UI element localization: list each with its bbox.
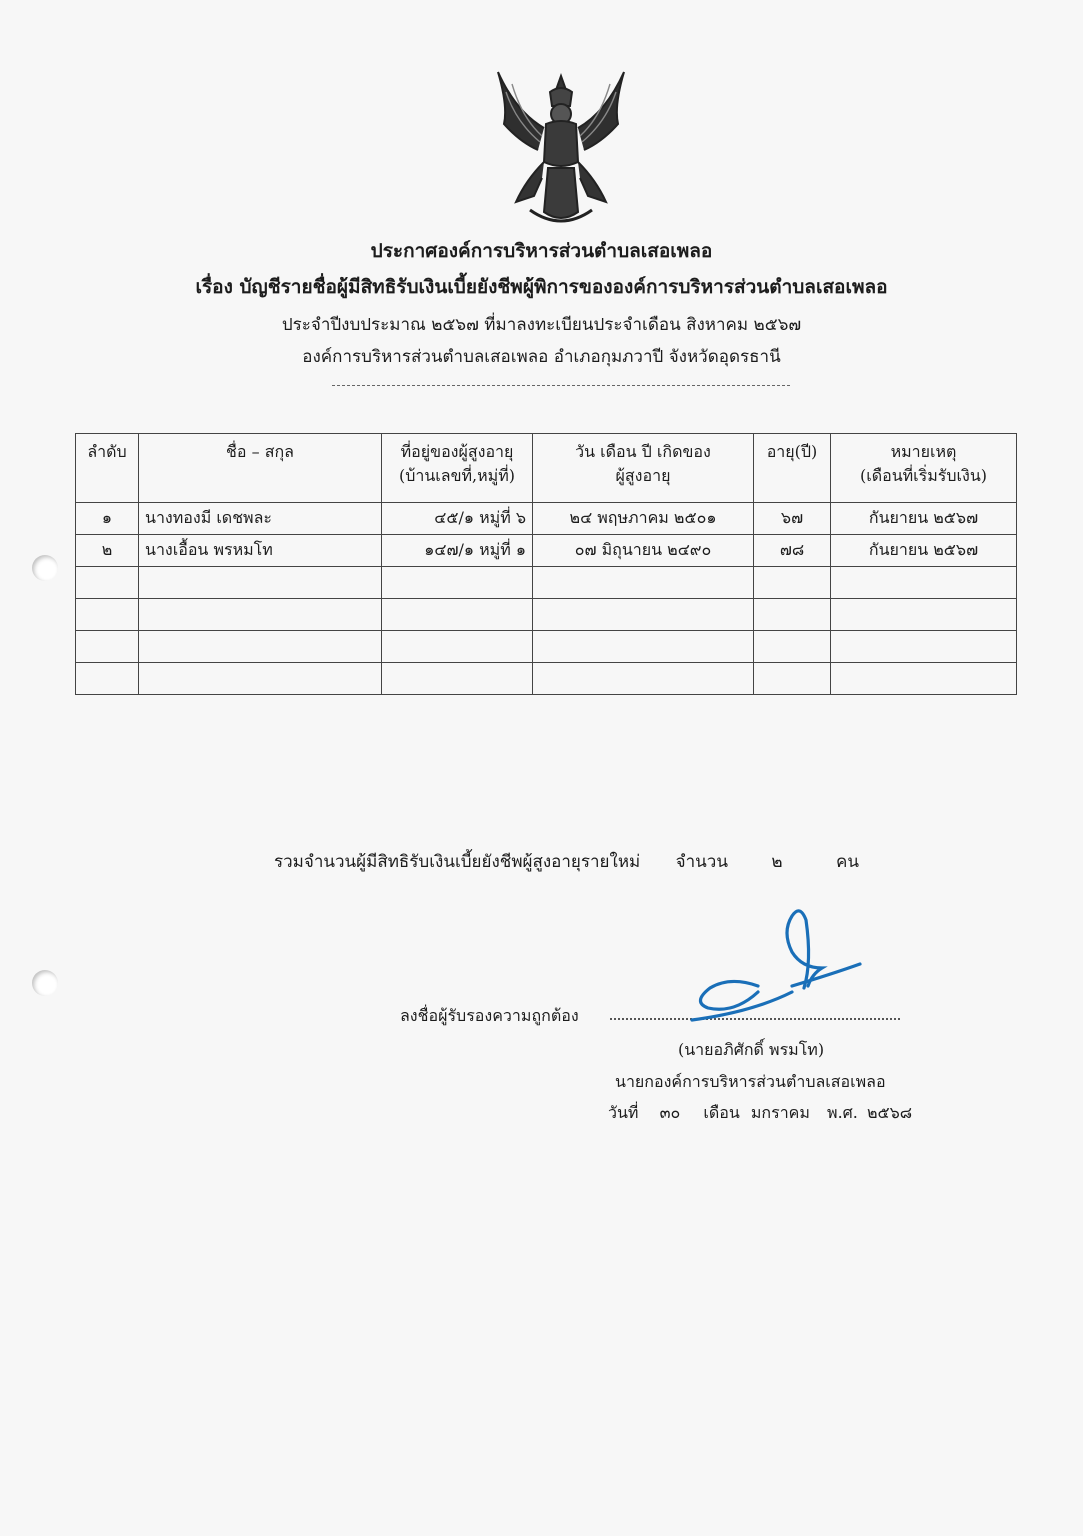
date-year-label: พ.ศ. (827, 1103, 858, 1122)
row-name: นางทองมี เดชพละ (139, 503, 382, 535)
header-name: ชื่อ – สกุล (139, 434, 382, 503)
row-dob: ๐๗ มิถุนายน ๒๔๙๐ (533, 535, 754, 567)
summary-unit: คน (835, 852, 859, 872)
row-dob: ๒๔ พฤษภาคม ๒๕๐๑ (533, 503, 754, 535)
header-dob-line2: ผู้สูงอายุ (615, 466, 671, 485)
table-row (76, 503, 1017, 535)
row-age: ๗๘ (754, 535, 831, 567)
empty-table-row (76, 599, 1017, 631)
row-age: ๖๗ (754, 503, 831, 535)
header-index: ลำดับ (76, 434, 139, 503)
announcement-subject: เรื่อง บัญชีรายชื่อผู้มีสิทธิรับเงินเบี้ยยังชีพผู้พิการขององค์การบริหารส่วนตำบลเสอเพลอ (195, 276, 888, 298)
punch-hole-top (32, 555, 58, 581)
table-row (76, 535, 1017, 567)
header-age: อายุ(ปี) (754, 434, 831, 503)
row-index: ๒ (76, 535, 139, 567)
summary-line (274, 848, 859, 875)
header-note-line2: (เดือนที่เริ่มรับเงิน) (859, 466, 987, 485)
table-header-row (76, 434, 1017, 503)
empty-table-row (76, 631, 1017, 663)
row-name: นางเอื้อน พรหมโท (139, 535, 382, 567)
date-day: ๓๐ (659, 1103, 681, 1122)
header-address (382, 434, 533, 503)
date-month: มกราคม (750, 1103, 810, 1122)
handwritten-signature (672, 902, 872, 1042)
announcement-organization: องค์การบริหารส่วนตำบลเสอเพลอ อำเภอกุมภวาปี จังหวัดอุดรธานี (302, 347, 781, 367)
row-note: กันยายน ๒๕๖๗ (831, 503, 1017, 535)
garuda-emblem-icon (486, 62, 636, 230)
empty-table-row (76, 663, 1017, 695)
beneficiary-table (75, 433, 1017, 695)
heading-divider (332, 385, 790, 386)
announcement-title: ประกาศองค์การบริหารส่วนตำบลเสอเพลอ (370, 240, 713, 262)
date-year: ๒๕๖๘ (866, 1103, 913, 1122)
signature-date (608, 1101, 912, 1126)
date-day-label: วันที่ (608, 1103, 639, 1122)
header-note (831, 434, 1017, 503)
signature-label: ลงชื่อผู้รับรองความถูกต้อง (400, 1006, 579, 1025)
row-address: ๑๔๗/๑ หมู่ที่ ๑ (382, 535, 533, 567)
row-index: ๑ (76, 503, 139, 535)
summary-label: รวมจำนวนผู้มีสิทธิรับเงินเบี้ยยังชีพผู้สูงอายุรายใหม่ (274, 852, 641, 872)
announcement-period: ประจำปีงบประมาณ ๒๕๖๗ ที่มาลงทะเบียนประจำเดือน สิงหาคม ๒๕๖๗ (281, 315, 802, 335)
empty-table-row (76, 567, 1017, 599)
summary-count: ๒ (771, 852, 783, 872)
row-address: ๔๕/๑ หมู่ที่ ๖ (382, 503, 533, 535)
header-dob-line1: วัน เดือน ปี เกิดของ (575, 442, 711, 461)
summary-count-label: จำนวน (675, 852, 728, 872)
punch-hole-bottom (32, 970, 58, 996)
signer-name: (นายอภิศักดิ์ พรมโท) (678, 1040, 825, 1059)
date-month-label: เดือน (703, 1103, 740, 1122)
row-note: กันยายน ๒๕๖๗ (831, 535, 1017, 567)
signer-position: นายกองค์การบริหารส่วนตำบลเสอเพลอ (615, 1072, 886, 1091)
header-address-line1: ที่อยู่ของผู้สูงอายุ (400, 442, 514, 461)
header-note-line1: หมายเหตุ (890, 442, 957, 461)
header-address-line2: (บ้านเลขที่,หมู่ที่) (398, 466, 516, 485)
header-dob (533, 434, 754, 503)
